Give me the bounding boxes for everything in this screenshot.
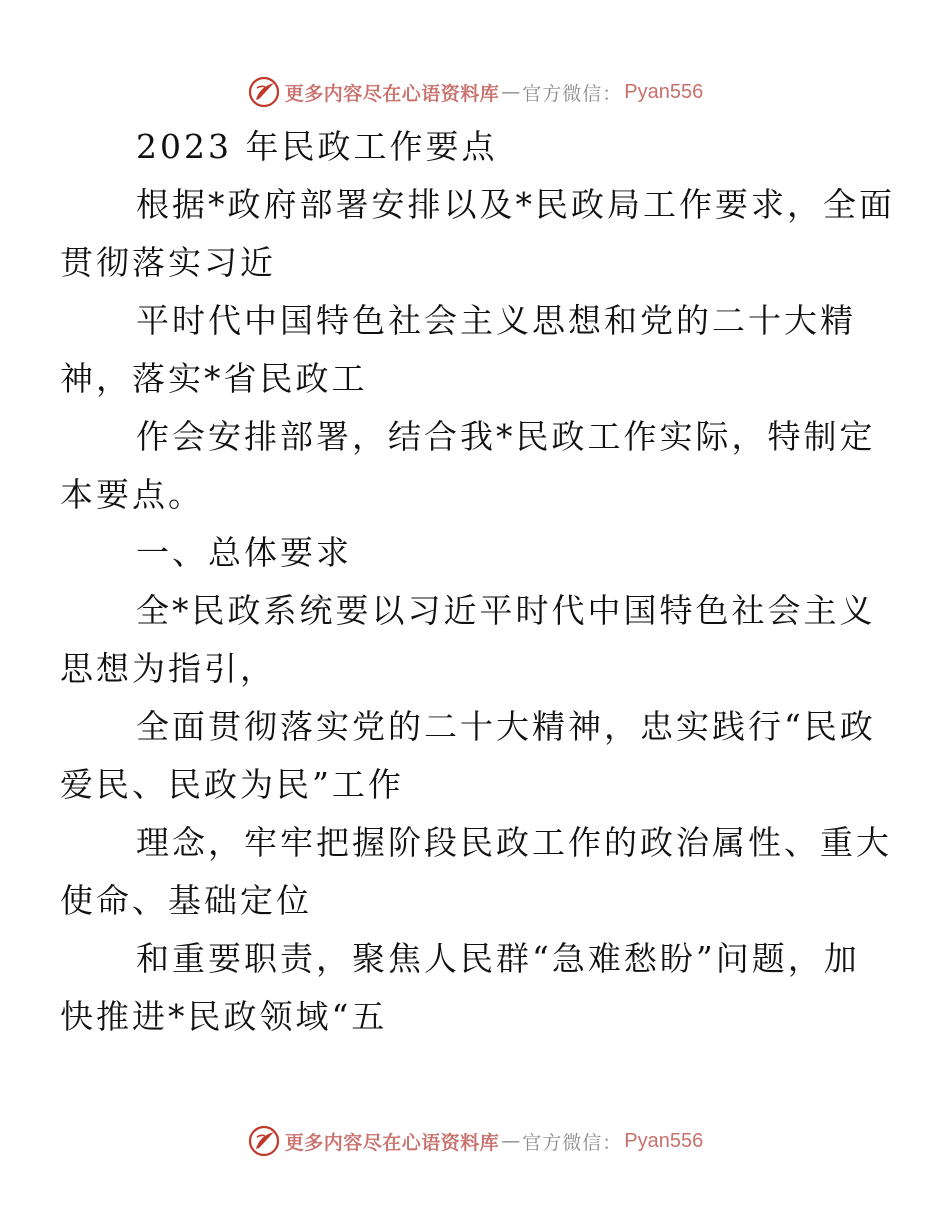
watermark-id: Pyan556 <box>624 1129 704 1152</box>
text-line: 爱民、民政为民”工作 <box>60 765 404 804</box>
text-line: 全面贯彻落实党的二十大精神，忠实践行“民政 <box>136 707 876 746</box>
watermark-id: Pyan556 <box>624 80 704 103</box>
text-line: 一、总体要求 <box>136 533 352 572</box>
doc-title <box>98 118 858 176</box>
text-line: 平时代中国特色社会主义思想和党的二十大精 <box>136 301 856 340</box>
text-line: 理念，牢牢把握阶段民政工作的政治属性、重大 <box>136 823 892 862</box>
watermark-label: 官方微信： <box>522 82 623 105</box>
logo-icon <box>247 1124 281 1158</box>
watermark-text: 更多内容尽在心语资料库 <box>284 82 500 105</box>
text-line: 本要点。 <box>60 475 204 514</box>
document-body <box>60 118 895 1046</box>
paragraph <box>60 292 858 408</box>
paragraph <box>60 176 895 292</box>
watermark-header <box>0 72 950 112</box>
text-line: 和重要职责，聚焦人民群“急难愁盼”问题，加 <box>136 939 860 978</box>
text-line: 2023 年民政工作要点 <box>136 127 498 166</box>
section-heading <box>98 524 858 582</box>
watermark-label: 官方微信： <box>522 1131 623 1154</box>
paragraph <box>60 930 860 1046</box>
text-line: 贯彻落实习近 <box>60 243 276 282</box>
watermark-separator: — <box>501 81 521 103</box>
text-line: 快推进*民政领域“五 <box>60 997 388 1036</box>
watermark-text: 更多内容尽在心语资料库 <box>284 1131 500 1154</box>
paragraph <box>60 582 876 698</box>
paragraph <box>60 408 876 524</box>
text-line: 作会安排部署，结合我*民政工作实际，特制定 <box>136 417 876 456</box>
watermark-footer <box>0 1121 950 1161</box>
paragraph <box>60 698 876 814</box>
text-line: 使命、基础定位 <box>60 881 312 920</box>
logo-icon <box>247 75 281 109</box>
text-line: 神，落实*省民政工 <box>60 359 368 398</box>
text-line: 根据*政府部署安排以及*民政局工作要求，全面 <box>136 185 895 224</box>
watermark-separator: — <box>501 1130 521 1152</box>
paragraph <box>60 814 892 930</box>
text-line: 全*民政系统要以习近平时代中国特色社会主义 <box>136 591 876 630</box>
text-line: 思想为指引， <box>60 649 276 688</box>
